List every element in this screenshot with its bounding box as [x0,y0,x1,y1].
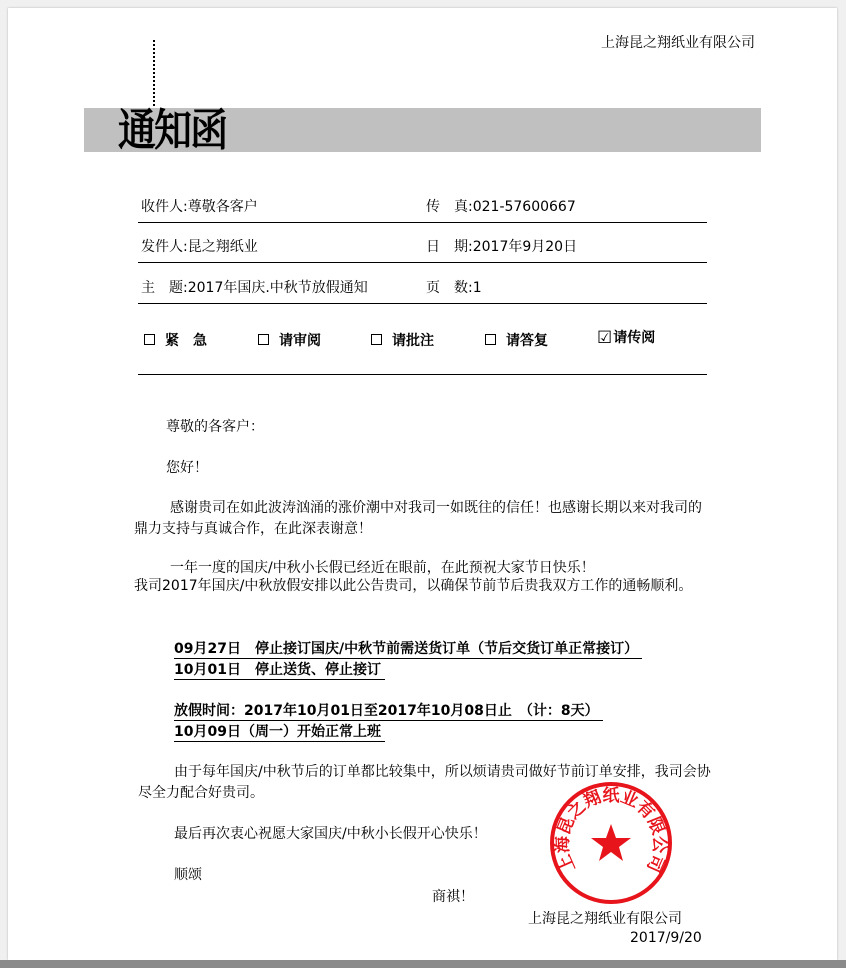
holiday-line-2: 10月09日（周一）开始正常上班 [174,721,385,742]
holiday-line-1: 放假时间：2017年10月01日至2017年10月08日止 （计：8天） [174,700,603,721]
info-row-3 [138,269,707,304]
paragraph-3: 由于每年国庆/中秋节后的订单都比较集中，所以烦请贵司做好节前订单安排，我司会协尽全力配合好贵司。 [138,764,711,801]
signature-date: 2017/9/20 [630,930,702,946]
header-company: 上海昆之翔纸业有限公司 [601,35,755,51]
checkbox-urgent[interactable]: 紧 急 [144,330,207,350]
closing-1: 顺颂 [174,867,202,883]
document-page [8,8,837,960]
schedule-line-2: 10月01日 停止送货、停止接订 [174,659,385,680]
checkbox-row [138,318,707,375]
checkbox-empty-icon [258,334,269,345]
checkbox-checked-icon: ☑ [597,328,613,348]
info-row-2 [138,228,707,263]
sender-field: 发件人:昆之翔纸业 [141,239,258,255]
date-field: 日 期:2017年9月20日 [426,239,578,255]
fax-field: 传 真:021-57600667 [426,199,576,215]
greeting: 您好！ [166,460,208,476]
checkbox-reply[interactable]: 请答复 [485,330,548,350]
checkbox-empty-icon [144,334,155,345]
paragraph-2b: 我司2017年国庆/中秋放假安排以此公告贵司，以确保节前节后贵我双方工作的通畅顺利。 [134,578,693,594]
paragraph-2a: 一年一度的国庆/中秋小长假已经近在眼前，在此预祝大家节日快乐！ [170,560,595,576]
pages-field: 页 数:1 [426,280,482,296]
checkbox-review[interactable]: 请审阅 [258,330,321,350]
checkbox-circulate[interactable]: ☑请传阅 [597,328,656,348]
checkbox-empty-icon [371,334,382,345]
document-title: 通知函 [118,105,227,156]
paragraph-1: 感谢贵司在如此波涛汹涌的涨价潮中对我司一如既往的信任！也感谢长期以来对我司的鼎力支持与真诚合作，在此深表谢意！ [134,500,702,537]
star-icon [591,824,631,861]
closing-2: 商祺！ [432,889,474,905]
svg-text:上海昆之翔纸业有限公司: 上海昆之翔纸业有限公司 [552,785,670,876]
recipient-field: 收件人:尊敬各客户 [141,199,258,215]
paragraph-4: 最后再次衷心祝愿大家国庆/中秋小长假开心快乐！ [174,826,487,842]
checkbox-empty-icon [485,334,496,345]
subject-field: 主 题:2017年国庆.中秋节放假通知 [141,280,368,296]
bottom-scrollbar-area [0,960,846,968]
signature-company: 上海昆之翔纸业有限公司 [528,911,682,927]
company-seal [548,780,674,906]
salutation: 尊敬的各客户： [166,419,264,435]
checkbox-comment[interactable]: 请批注 [371,330,434,350]
schedule-line-1: 09月27日 停止接订国庆/中秋节前需送货订单（节后交货订单正常接订） [174,638,642,659]
info-row-1 [138,188,707,223]
